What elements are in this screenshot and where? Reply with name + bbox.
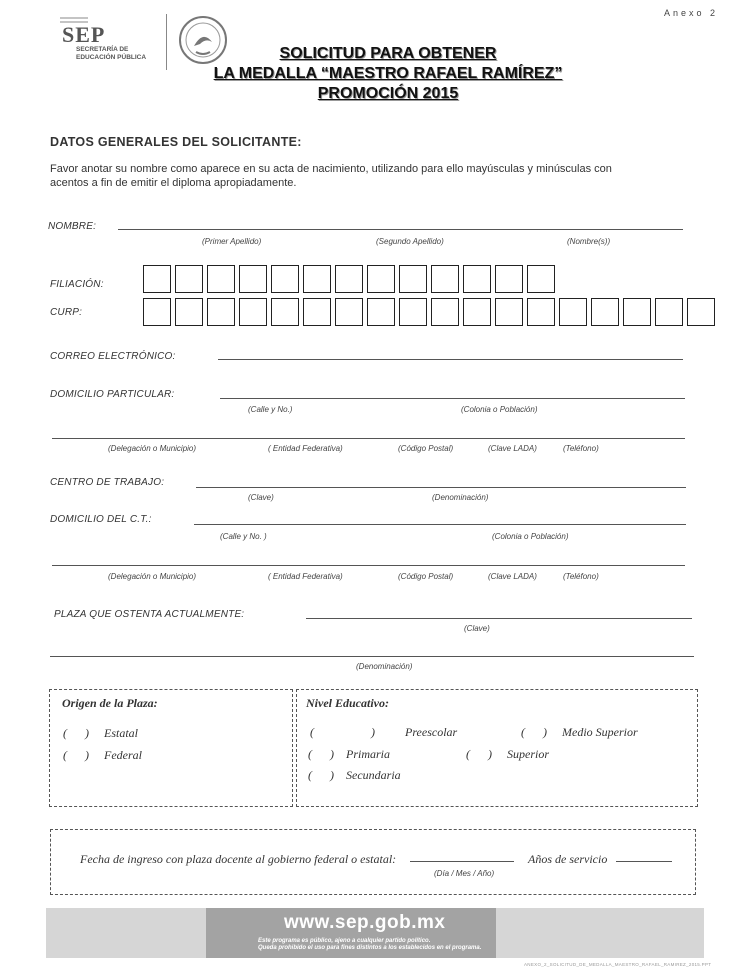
caption-ct-colonia: (Colonia o Población)	[492, 532, 569, 541]
nombre-field[interactable]	[118, 229, 683, 230]
file-reference: ANEXO_2_SOLICITUD_DE_MEDALLA_MAESTRO_RAFAEL_RAMIREZ_2015.PPT	[524, 962, 712, 967]
section-title: DATOS GENERALES DEL SOLICITANTE:	[50, 135, 302, 149]
filiacion-box[interactable]	[335, 265, 363, 293]
sep-logo-line2: EDUCACIÓN PÚBLICA	[76, 54, 147, 61]
curp-box[interactable]	[143, 298, 171, 326]
curp-box[interactable]	[655, 298, 683, 326]
caption-centro-clave: (Clave)	[248, 493, 274, 502]
origen-federal-option[interactable]: ( ) Federal	[63, 748, 142, 762]
curp-box[interactable]	[559, 298, 587, 326]
caption-colonia: (Colonia o Población)	[461, 405, 538, 414]
filiacion-box[interactable]	[207, 265, 235, 293]
caption-plaza-denominacion: (Denominación)	[356, 662, 413, 671]
filiacion-box[interactable]	[271, 265, 299, 293]
curp-box[interactable]	[271, 298, 299, 326]
curp-box[interactable]	[527, 298, 555, 326]
plaza-label: PLAZA QUE OSTENTA ACTUALMENTE:	[54, 609, 245, 620]
nivel-preescolar-option[interactable]: ( ) Preescolar	[310, 725, 458, 739]
filiacion-box[interactable]	[175, 265, 203, 293]
domicilio-label: DOMICILIO PARTICULAR:	[50, 389, 175, 400]
curp-box[interactable]	[335, 298, 363, 326]
caption-ct-cp: (Código Postal)	[398, 572, 454, 581]
anios-label: Años de servicio	[528, 852, 608, 866]
domicilio-ct-field[interactable]	[194, 524, 686, 525]
caption-plaza-clave: (Clave)	[464, 624, 490, 633]
title-line1: SOLICITUD PARA OBTENER	[279, 45, 497, 62]
instructions	[50, 162, 612, 190]
filiacion-box[interactable]	[495, 265, 523, 293]
correo-label: CORREO ELECTRÓNICO:	[50, 351, 176, 362]
filiacion-box[interactable]	[367, 265, 395, 293]
curp-box[interactable]	[495, 298, 523, 326]
instructions-line2: acentos a fin de emitir el diploma apropiadamente.	[50, 177, 297, 189]
fecha-label: Fecha de ingreso con plaza docente al gobierno federal o estatal:	[80, 852, 397, 866]
footer-disclaimer-line1: Este programa es público, ajeno a cualquier partido político.	[258, 938, 431, 944]
title-line2: LA MEDALLA “MAESTRO RAFAEL RAMÍREZ”	[213, 65, 563, 82]
caption-ct-lada: (Clave LADA)	[488, 572, 537, 581]
domicilio-ct-label: DOMICILIO DEL C.T.:	[50, 514, 152, 525]
caption-nombres: (Nombre(s))	[567, 237, 611, 246]
caption-delegacion: (Delegación o Municipio)	[108, 444, 197, 453]
anios-field[interactable]	[616, 861, 672, 862]
nivel-secundaria-option[interactable]: ( ) Secundaria	[308, 768, 401, 782]
filiacion-boxes[interactable]	[143, 265, 559, 293]
curp-box[interactable]	[687, 298, 715, 326]
centro-field[interactable]	[196, 487, 686, 488]
curp-box[interactable]	[591, 298, 619, 326]
filiacion-box[interactable]	[431, 265, 459, 293]
curp-box[interactable]	[623, 298, 651, 326]
filiacion-box[interactable]	[463, 265, 491, 293]
filiacion-box[interactable]	[303, 265, 331, 293]
caption-primer-apellido: (Primer Apellido)	[202, 237, 262, 246]
curp-box[interactable]	[399, 298, 427, 326]
instructions-line1: Favor anotar su nombre como aparece en su acta de nacimiento, utilizando para ello mayúsculas y minúsculas con	[50, 163, 612, 175]
filiacion-box[interactable]	[239, 265, 267, 293]
filiacion-box[interactable]	[527, 265, 555, 293]
nombre-label: NOMBRE:	[48, 221, 97, 232]
annex-label: Anexo 2	[664, 8, 719, 18]
sep-logo-line1: SECRETARÍA DE	[76, 46, 129, 53]
caption-ct-telefono: (Teléfono)	[563, 572, 599, 581]
centro-label: CENTRO DE TRABAJO:	[50, 477, 165, 488]
footer-disclaimer-line2: Queda prohibido el uso para fines distintos a los establecidos en el programa.	[258, 945, 482, 951]
curp-box[interactable]	[175, 298, 203, 326]
curp-box[interactable]	[239, 298, 267, 326]
curp-box[interactable]	[207, 298, 235, 326]
curp-box[interactable]	[463, 298, 491, 326]
domicilio-field[interactable]	[220, 398, 685, 399]
title-line3: PROMOCIÓN 2015	[317, 85, 459, 102]
domicilio-field-2[interactable]	[52, 438, 685, 439]
origen-title: Origen de la Plaza:	[62, 696, 158, 710]
filiacion-box[interactable]	[399, 265, 427, 293]
caption-ct-delegacion: (Delegación o Municipio)	[108, 572, 197, 581]
nivel-title: Nivel Educativo:	[306, 696, 389, 710]
fecha-field[interactable]	[410, 861, 514, 862]
caption-telefono: (Teléfono)	[563, 444, 599, 453]
origen-estatal-option[interactable]: ( ) Estatal	[63, 726, 138, 740]
caption-cp: (Código Postal)	[398, 444, 454, 453]
caption-entidad: ( Entidad Federativa)	[268, 444, 343, 453]
nivel-superior-option[interactable]: ( ) Superior	[466, 747, 549, 761]
nivel-medio-option[interactable]: ( ) Medio Superior	[521, 725, 638, 739]
fecha-caption: (Día / Mes / Año)	[434, 869, 495, 878]
curp-label: CURP:	[50, 307, 83, 318]
footer-disclaimer	[258, 938, 481, 952]
caption-centro-denominacion: (Denominación)	[432, 493, 489, 502]
caption-ct-entidad: ( Entidad Federativa)	[268, 572, 343, 581]
curp-box[interactable]	[431, 298, 459, 326]
curp-boxes[interactable]	[143, 298, 719, 326]
plaza-clave-field[interactable]	[306, 618, 692, 619]
caption-ct-calle: (Calle y No. )	[220, 532, 267, 541]
footer-url: www.sep.gob.mx	[284, 912, 446, 933]
plaza-denominacion-field[interactable]	[50, 656, 694, 657]
filiacion-label: FILIACIÓN:	[50, 279, 104, 290]
caption-lada: (Clave LADA)	[488, 444, 537, 453]
curp-box[interactable]	[367, 298, 395, 326]
domicilio-ct-field-2[interactable]	[52, 565, 685, 566]
sep-logo-brand: SEP	[62, 22, 106, 47]
filiacion-box[interactable]	[143, 265, 171, 293]
caption-calle: (Calle y No.)	[248, 405, 293, 414]
caption-segundo-apellido: (Segundo Apellido)	[376, 237, 444, 246]
curp-box[interactable]	[303, 298, 331, 326]
correo-field[interactable]	[218, 359, 683, 360]
nivel-primaria-option[interactable]: ( ) Primaria	[308, 747, 390, 761]
